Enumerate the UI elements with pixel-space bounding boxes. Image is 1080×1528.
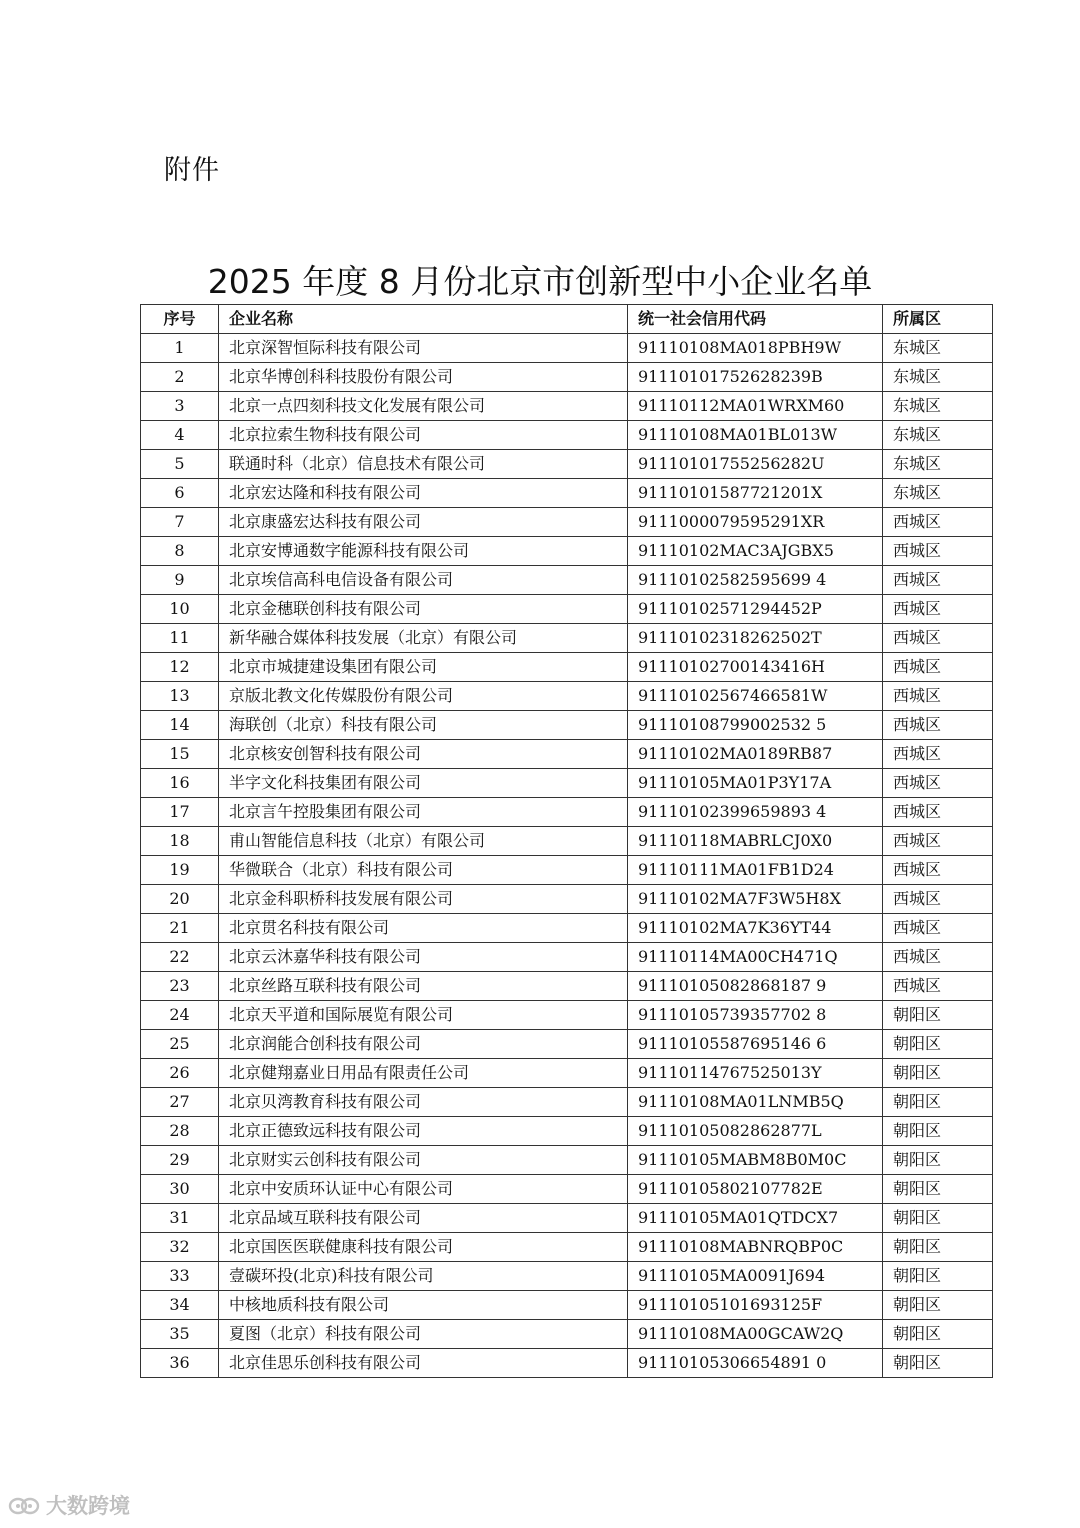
cell-name: 北京埃信高科电信设备有限公司 — [219, 566, 628, 595]
cell-code: 91110114MA00CH471Q — [628, 943, 883, 972]
table-row — [141, 885, 993, 914]
table-row — [141, 334, 993, 363]
cell-index: 15 — [141, 740, 219, 769]
table-row — [141, 1059, 993, 1088]
table-row — [141, 421, 993, 450]
table-row — [141, 1001, 993, 1030]
header-district: 所属区 — [883, 305, 993, 334]
cell-code: 91110102MA7F3W5H8X — [628, 885, 883, 914]
cell-code: 91110105082862877L — [628, 1117, 883, 1146]
table-row — [141, 1175, 993, 1204]
cell-name: 海联创（北京）科技有限公司 — [219, 711, 628, 740]
cell-name: 半字文化科技集团有限公司 — [219, 769, 628, 798]
cell-code: 91110102399659893 4 — [628, 798, 883, 827]
table-row — [141, 508, 993, 537]
cell-code: 91110102571294452P — [628, 595, 883, 624]
cell-index: 22 — [141, 943, 219, 972]
table-row — [141, 363, 993, 392]
table-row — [141, 856, 993, 885]
cell-name: 北京贝湾教育科技有限公司 — [219, 1088, 628, 1117]
cell-code: 91110114767525013Y — [628, 1059, 883, 1088]
header-code: 统一社会信用代码 — [628, 305, 883, 334]
cell-district: 西城区 — [883, 682, 993, 711]
document-title: 2025 年度 8 月份北京市创新型中小企业名单 — [207, 262, 873, 301]
cell-name: 甫山智能信息科技（北京）有限公司 — [219, 827, 628, 856]
cell-code: 91110102582595699 4 — [628, 566, 883, 595]
cell-index: 14 — [141, 711, 219, 740]
cell-name: 北京丝路互联科技有限公司 — [219, 972, 628, 1001]
cell-name: 北京一点四刻科技文化发展有限公司 — [219, 392, 628, 421]
cell-code: 91110102567466581W — [628, 682, 883, 711]
cell-name: 京版北教文化传媒股份有限公司 — [219, 682, 628, 711]
cell-name: 北京华博创科科技股份有限公司 — [219, 363, 628, 392]
cell-district: 东城区 — [883, 421, 993, 450]
cell-district: 朝阳区 — [883, 1059, 993, 1088]
cell-index: 17 — [141, 798, 219, 827]
table-row — [141, 769, 993, 798]
cell-district: 东城区 — [883, 479, 993, 508]
cell-name: 北京金穗联创科技有限公司 — [219, 595, 628, 624]
cell-code: 91110101587721201X — [628, 479, 883, 508]
cell-name: 北京拉索生物科技有限公司 — [219, 421, 628, 450]
cell-index: 13 — [141, 682, 219, 711]
cell-name: 北京润能合创科技有限公司 — [219, 1030, 628, 1059]
cell-index: 9 — [141, 566, 219, 595]
cell-district: 朝阳区 — [883, 1233, 993, 1262]
enterprise-table — [140, 304, 993, 1378]
watermark — [8, 1490, 130, 1520]
cell-name: 联通时科（北京）信息技术有限公司 — [219, 450, 628, 479]
cell-name: 中核地质科技有限公司 — [219, 1291, 628, 1320]
cell-code: 91110101752628239B — [628, 363, 883, 392]
cell-district: 东城区 — [883, 392, 993, 421]
cell-district: 东城区 — [883, 363, 993, 392]
header-name: 企业名称 — [219, 305, 628, 334]
cell-district: 西城区 — [883, 769, 993, 798]
cell-code: 91110102MAC3AJGBX5 — [628, 537, 883, 566]
cell-name: 北京财实云创科技有限公司 — [219, 1146, 628, 1175]
cell-code: 91110102700143416H — [628, 653, 883, 682]
table-row — [141, 1233, 993, 1262]
cell-district: 朝阳区 — [883, 1088, 993, 1117]
cell-code: 91110102318262502T — [628, 624, 883, 653]
cell-index: 36 — [141, 1349, 219, 1378]
cell-name: 北京言午控股集团有限公司 — [219, 798, 628, 827]
table-row — [141, 1320, 993, 1349]
cell-code: 91110108MA018PBH9W — [628, 334, 883, 363]
cell-index: 4 — [141, 421, 219, 450]
cell-code: 91110105306654891 0 — [628, 1349, 883, 1378]
table-row — [141, 711, 993, 740]
table-row — [141, 943, 993, 972]
header-index: 序号 — [141, 305, 219, 334]
cell-code: 91110108MA00GCAW2Q — [628, 1320, 883, 1349]
cell-name: 北京康盛宏达科技有限公司 — [219, 508, 628, 537]
cell-code: 91110101755256282U — [628, 450, 883, 479]
table-row — [141, 1117, 993, 1146]
cell-index: 5 — [141, 450, 219, 479]
cell-district: 朝阳区 — [883, 1001, 993, 1030]
cell-name: 北京宏达隆和科技有限公司 — [219, 479, 628, 508]
table-row — [141, 1146, 993, 1175]
cell-index: 35 — [141, 1320, 219, 1349]
cell-district: 西城区 — [883, 740, 993, 769]
cell-index: 12 — [141, 653, 219, 682]
cell-code: 91110105739357702 8 — [628, 1001, 883, 1030]
cell-district: 东城区 — [883, 450, 993, 479]
cell-code: 91110108MABNRQBP0C — [628, 1233, 883, 1262]
cell-district: 西城区 — [883, 595, 993, 624]
cell-code: 91110105MABM8B0M0C — [628, 1146, 883, 1175]
cell-code: 9111000079595291XR — [628, 508, 883, 537]
cell-index: 25 — [141, 1030, 219, 1059]
cell-name: 夏图（北京）科技有限公司 — [219, 1320, 628, 1349]
cell-code: 91110108MA01BL013W — [628, 421, 883, 450]
table-row — [141, 798, 993, 827]
cell-district: 西城区 — [883, 508, 993, 537]
cell-index: 34 — [141, 1291, 219, 1320]
table-row — [141, 1204, 993, 1233]
cell-code: 91110102MA0189RB87 — [628, 740, 883, 769]
cell-district: 朝阳区 — [883, 1030, 993, 1059]
table-row — [141, 450, 993, 479]
cell-name: 新华融合媒体科技发展（北京）有限公司 — [219, 624, 628, 653]
cell-district: 西城区 — [883, 711, 993, 740]
cell-code: 91110105101693125F — [628, 1291, 883, 1320]
cell-code: 91110108799002532 5 — [628, 711, 883, 740]
cell-index: 11 — [141, 624, 219, 653]
cell-name: 北京深智恒际科技有限公司 — [219, 334, 628, 363]
table-row — [141, 392, 993, 421]
table-row — [141, 537, 993, 566]
table-row — [141, 624, 993, 653]
attachment-label: 附件 — [164, 155, 220, 186]
cell-index: 20 — [141, 885, 219, 914]
cell-district: 朝阳区 — [883, 1320, 993, 1349]
cell-index: 28 — [141, 1117, 219, 1146]
cell-index: 8 — [141, 537, 219, 566]
cell-code: 91110105MA0091J694 — [628, 1262, 883, 1291]
table-row — [141, 566, 993, 595]
cell-district: 西城区 — [883, 827, 993, 856]
cell-index: 30 — [141, 1175, 219, 1204]
table-header-row — [141, 305, 993, 334]
cell-district: 朝阳区 — [883, 1291, 993, 1320]
watermark-text: 大数跨境 — [46, 1494, 130, 1518]
cell-code: 91110102MA7K36YT44 — [628, 914, 883, 943]
cell-index: 29 — [141, 1146, 219, 1175]
cell-name: 北京中安质环认证中心有限公司 — [219, 1175, 628, 1204]
cell-name: 北京佳思乐创科技有限公司 — [219, 1349, 628, 1378]
cell-district: 西城区 — [883, 885, 993, 914]
cell-district: 朝阳区 — [883, 1146, 993, 1175]
table-row — [141, 595, 993, 624]
table-row — [141, 827, 993, 856]
cell-name: 北京金科职桥科技发展有限公司 — [219, 885, 628, 914]
cell-index: 19 — [141, 856, 219, 885]
table-row — [141, 653, 993, 682]
cell-index: 33 — [141, 1262, 219, 1291]
cell-code: 91110111MA01FB1D24 — [628, 856, 883, 885]
cell-code: 91110105802107782E — [628, 1175, 883, 1204]
cell-code: 91110105MA01P3Y17A — [628, 769, 883, 798]
cell-index: 6 — [141, 479, 219, 508]
cell-name: 北京正德致远科技有限公司 — [219, 1117, 628, 1146]
cell-index: 10 — [141, 595, 219, 624]
cell-district: 朝阳区 — [883, 1117, 993, 1146]
cell-district: 西城区 — [883, 943, 993, 972]
cell-name: 北京天平道和国际展览有限公司 — [219, 1001, 628, 1030]
cell-district: 西城区 — [883, 653, 993, 682]
cell-name: 北京核安创智科技有限公司 — [219, 740, 628, 769]
cell-index: 26 — [141, 1059, 219, 1088]
cell-index: 23 — [141, 972, 219, 1001]
cell-district: 西城区 — [883, 856, 993, 885]
table-body — [141, 334, 993, 1378]
table-row — [141, 1088, 993, 1117]
cell-district: 西城区 — [883, 798, 993, 827]
cell-name: 北京国医医联健康科技有限公司 — [219, 1233, 628, 1262]
cell-name: 华微联合（北京）科技有限公司 — [219, 856, 628, 885]
cell-code: 91110105MA01QTDCX7 — [628, 1204, 883, 1233]
table-row — [141, 1030, 993, 1059]
cell-district: 西城区 — [883, 972, 993, 1001]
cell-index: 27 — [141, 1088, 219, 1117]
cell-name: 壹碳环投(北京)科技有限公司 — [219, 1262, 628, 1291]
cell-district: 西城区 — [883, 914, 993, 943]
cell-index: 31 — [141, 1204, 219, 1233]
table-row — [141, 1291, 993, 1320]
cell-district: 东城区 — [883, 334, 993, 363]
cell-name: 北京市城捷建设集团有限公司 — [219, 653, 628, 682]
cell-index: 1 — [141, 334, 219, 363]
cell-district: 西城区 — [883, 566, 993, 595]
cell-name: 北京安博通数字能源科技有限公司 — [219, 537, 628, 566]
cell-name: 北京品域互联科技有限公司 — [219, 1204, 628, 1233]
cell-index: 7 — [141, 508, 219, 537]
cell-code: 91110105587695146 6 — [628, 1030, 883, 1059]
cell-district: 朝阳区 — [883, 1204, 993, 1233]
table-row — [141, 740, 993, 769]
cell-code: 91110118MABRLCJ0X0 — [628, 827, 883, 856]
table-row — [141, 972, 993, 1001]
table-row — [141, 914, 993, 943]
cell-name: 北京云沐嘉华科技有限公司 — [219, 943, 628, 972]
cell-index: 32 — [141, 1233, 219, 1262]
cell-name: 北京健翔嘉业日用品有限责任公司 — [219, 1059, 628, 1088]
cell-district: 朝阳区 — [883, 1262, 993, 1291]
cell-name: 北京贯名科技有限公司 — [219, 914, 628, 943]
table-row — [141, 682, 993, 711]
cell-district: 西城区 — [883, 537, 993, 566]
table-row — [141, 479, 993, 508]
cell-index: 16 — [141, 769, 219, 798]
cell-district: 朝阳区 — [883, 1175, 993, 1204]
cell-district: 西城区 — [883, 624, 993, 653]
cell-code: 91110108MA01LNMB5Q — [628, 1088, 883, 1117]
cell-index: 18 — [141, 827, 219, 856]
cell-index: 24 — [141, 1001, 219, 1030]
cell-code: 91110112MA01WRXM60 — [628, 392, 883, 421]
cell-index: 3 — [141, 392, 219, 421]
table-row — [141, 1349, 993, 1378]
cell-code: 91110105082868187 9 — [628, 972, 883, 1001]
cell-district: 朝阳区 — [883, 1349, 993, 1378]
cell-index: 2 — [141, 363, 219, 392]
table-row — [141, 1262, 993, 1291]
watermark-logo-icon — [8, 1494, 42, 1516]
cell-index: 21 — [141, 914, 219, 943]
